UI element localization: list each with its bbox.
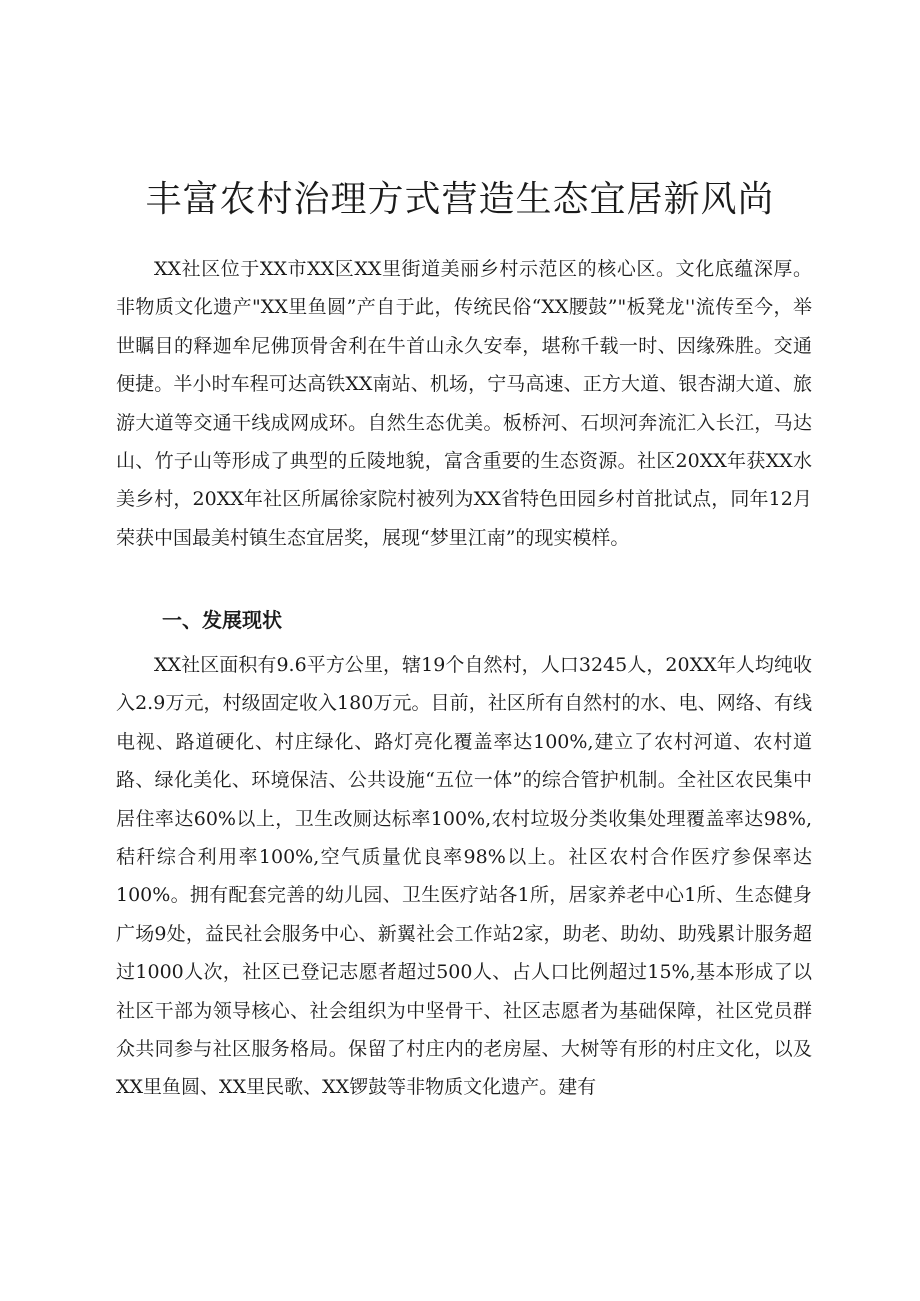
document-title: 丰富农村治理方式营造生态宜居新风尚: [145, 179, 775, 220]
development-status-paragraph: XX社区面积有9.6平方公里，辖19个自然村，人口3245人，20XX年人均纯收入2.9万元，村级固定收入180万元。目前，社区所有自然村的水、电、网络、有线电视、路道硬化、村庄绿化、路灯亮化覆盖率达100%,建立了农村河道、农村道路、绿化美化、环境保洁、公共设施“五位一体”的综合管护机制。全社区农民集中居住率达60%以上，卫生改厕达标率100%,农村垃圾分类收集处理覆盖率达98%,秸秆综合利用率100%,空气质量优良率98%以上。社区农村合作医疗参保率达100%。拥有配套完善的幼儿园、卫生医疗站各1所，居家养老中心1所、生态健身广场9处，益民社会服务中心、新翼社会工作站2家，助老、助幼、助残累计服务超过1000人次，社区已登记志愿者超过500人、占人口比例超过15%,基本形成了以社区干部为领导核心、社会组织为中坚骨干、社区志愿者为基础保障，社区党员群众共同参与社区服务格局。保留了村庄内的老房屋、大树等有形的村庄文化，以及XX里鱼圆、XX里民歌、XX锣鼓等非物质文化遗产。建有: [116, 654, 812, 1099]
section-heading-development-status: 一、发展现状: [162, 608, 282, 632]
intro-paragraph: XX社区位于XX市XX区XX里街道美丽乡村示范区的核心区。文化底蕴深厚。非物质文化遗产"XX里鱼圆”产自于此，传统民俗“XX腰鼓”"板凳龙''流传至今，举世瞩目的释迦牟尼佛顶骨舍利在牛首山永久安奉，堪称千载一时、因缘殊胜。交通便捷。半小时车程可达高铁XX南站、机场，宁马高速、正方大道、银杏湖大道、旅游大道等交通干线成网成环。自然生态优美。板桥河、石坝河奔流汇入长江，马达山、竹子山等形成了典型的丘陵地貌，富含重要的生态资源。社区20XX年获XX水美乡村，20XX年社区所属徐家院村被列为XX省特色田园乡村首批试点，同年12月荣获中国最美村镇生态宜居奖，展现“梦里江南”的现实模样。: [116, 258, 812, 549]
